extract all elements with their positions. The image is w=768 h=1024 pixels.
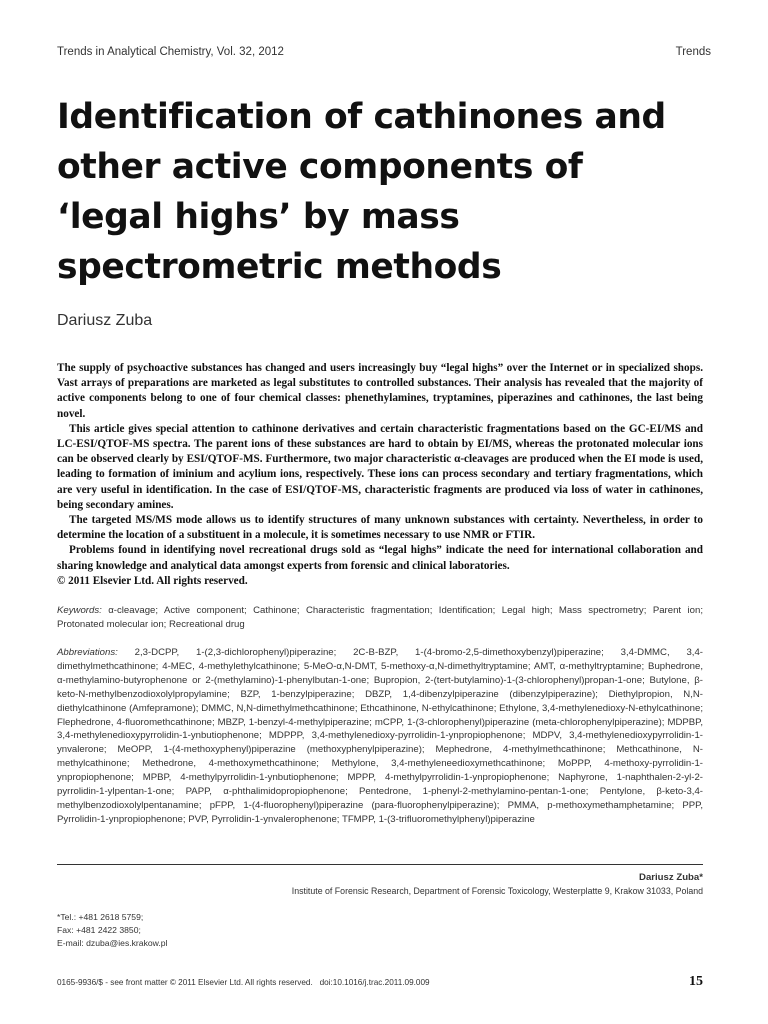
abstract-paragraph: Problems found in identifying novel recreational drugs sold as “legal highs” indicate the need for international collaboration and sharing knowledge and analytical data amongst experts from forensic and clinical laboratories.	[57, 544, 703, 572]
abbreviations-label: Abbreviations:	[57, 647, 118, 658]
contact-tel: *Tel.: +481 2618 5759;	[57, 912, 144, 922]
author-name: Dariusz Zuba	[57, 312, 153, 329]
abstract-paragraph: The targeted MS/MS mode allows us to identify structures of many unknown substances with certainty. Nevertheless, in order to determine the location of a substituent in a molecule, it is sometimes necessary to use NMR or FTIR.	[57, 514, 703, 542]
abbreviations-block	[57, 646, 703, 827]
contact-email: E-mail: dzuba@ies.krakow.pl	[57, 938, 168, 949]
copyright-line: © 2011 Elsevier Ltd. All rights reserved.	[57, 574, 248, 587]
contact-info	[57, 911, 167, 951]
affiliation-author: Dariusz Zuba*	[639, 872, 703, 883]
running-header	[57, 46, 711, 62]
abbreviations-text: 2,3-DCPP, 1-(2,3-dichlorophenyl)piperazine; 2C-B-BZP, 1-(4-bromo-2,5-dimethoxybenzyl)piperazine; 3,4-DMMC, 3,4-dimethylmethcathinone; 4-MEC, 4-methylethylcathinone; 5-MeO-α,N-DMT, 5-methoxy-α,N-dimethyltryptamine; AMT, α-methyltryptamine; Buphedrone, α-methylamino-butyrophenone or 2-(methylamino)-1-phenylbutan-1-one; Bupropion, 2-(tert-butylamino)-1-(3-chlorophenyl)propan-1-one; Butylone, β-keto-N-methylbenzodioxolylpropylamine; BZP, 1-benzylpiperazine; DBZP, 1,4-dibenzylpiperazine (dibenzylpiperazine); Diethylpropion, N,N-diethylcathinone (Amfepramone); DMMC, N,N-dimethylmethcathinone; Ethcathinone, N-ethylcathinone; Ethylone, 3,4-methylenedioxy-N-ethylcathinone; Flephedrone, 4-fluoromethcathinone; MBZP, 1-benzyl-4-methylpiperazine; mCPP, 1-(3-chlorophenyl)piperazine (meta-chlorophenylpiperazine); MDPBP, 3,4-methylenedioxypyrrolidin-1-ynbutiophenone; MDPPP, 3,4-methylenedioxy-pyrrolidin-1-ynpropiophenone; MDPV, 3,4-methylenedioxypyrrolidin-1-ynvalerone; MeOPP, 1-(4-methoxyphenyl)piperazine (methoxyphenylpiperazine); Mephedrone, 4-methylmethcathinone; Methcathinone, N-methylcathinone; Methedrone, 4-methoxymethcathinone; Methylone, 3,4-methyleneedioxymethcathinone; MoPPP, 4-methoxy-pyrrolidin-1-ynpropiophenone; MPBP, 4-methylpyrrolidin-1-ynbutiophenone; MPPP, 4-methylpyrrolidin-1-ynpropiophenone; Naphyrone, 1-naphthalen-2-yl-2-pyrrolidin-1-ylpentan-1-one; PAPP, α-phthalimidopropiophenone; Pentedrone, 1-phenyl-2-methylamino-pentan-1-one; Pentylone, β-keto-3,4-methylbenzodioxolylpentanamine; pFPP, 1-(4-fluorophenyl)piperazine (para-fluorophenylpiperazine); PMMA, p-methoxymethamphetamine; PPP, Pyrrolidin-1-ynpropiophenone; PVP, Pyrrolidin-1-ynvalerophenone; TFMPP, 1-(3-trifluoromethylphenyl)piperazine	[57, 647, 703, 825]
abstract-paragraph: The supply of psychoactive substances has changed and users increasingly buy “legal highs” over the Internet or in specialized shops. Vast arrays of preparations are marketed as legal substitutes to controlled substances. Their analysis has revealed that the majority of active components belong to one of four chemical classes: phenethylamines, tryptamines, piperazines and cathinones, the last being novel.	[57, 362, 703, 420]
article-title: Identification of cathinones and other active components of ‘legal highs’ by mass spectrometric methods	[57, 97, 666, 287]
contact-fax: Fax: +481 2422 3850;	[57, 925, 141, 936]
keywords-text: α-cleavage; Active component; Cathinone; Characteristic fragmentation; Identification; Legal high; Mass spectrometry; Parent ion; Protonated molecular ion; Recreational drug	[57, 605, 704, 630]
page-number: 15	[689, 974, 703, 989]
abstract-paragraph: This article gives special attention to cathinone derivatives and certain characteristic fragmentations based on the GC-EI/MS and LC-ESI/QTOF-MS spectra. The parent ions of these substances are hard to obtain by EI/MS, whereas the protonated molecular ions can be observed clearly by ESI/QTOF-MS. Furthermore, two major characteristic α-cleavages are produced when the EI mode is used, leading to formation of iminium and acylium ions, respectively. These ions can process secondary and tertiary fragmentations, which are very useful in identification. In the case of ESI/QTOF-MS, characteristic fragments are produced via loss of water in cathinones, being secondary amines.	[57, 422, 703, 511]
affiliation-institute: Institute of Forensic Research, Department of Forensic Toxicology, Westerplatte 9, Krakow 31033, Poland	[291, 886, 703, 896]
keywords-label: Keywords:	[57, 605, 102, 616]
section-label: Trends	[675, 46, 711, 58]
divider	[57, 864, 703, 865]
doi-link[interactable]: doi:10.1016/j.trac.2011.09.009	[319, 978, 430, 987]
footer-issn: 0165-9936/$ - see front matter © 2011 Elsevier Ltd. All rights reserved.	[57, 978, 313, 987]
footer	[57, 978, 430, 987]
keywords-block	[57, 604, 703, 632]
journal-citation: Trends in Analytical Chemistry, Vol. 32, 2012	[57, 46, 284, 58]
abstract	[57, 361, 703, 589]
